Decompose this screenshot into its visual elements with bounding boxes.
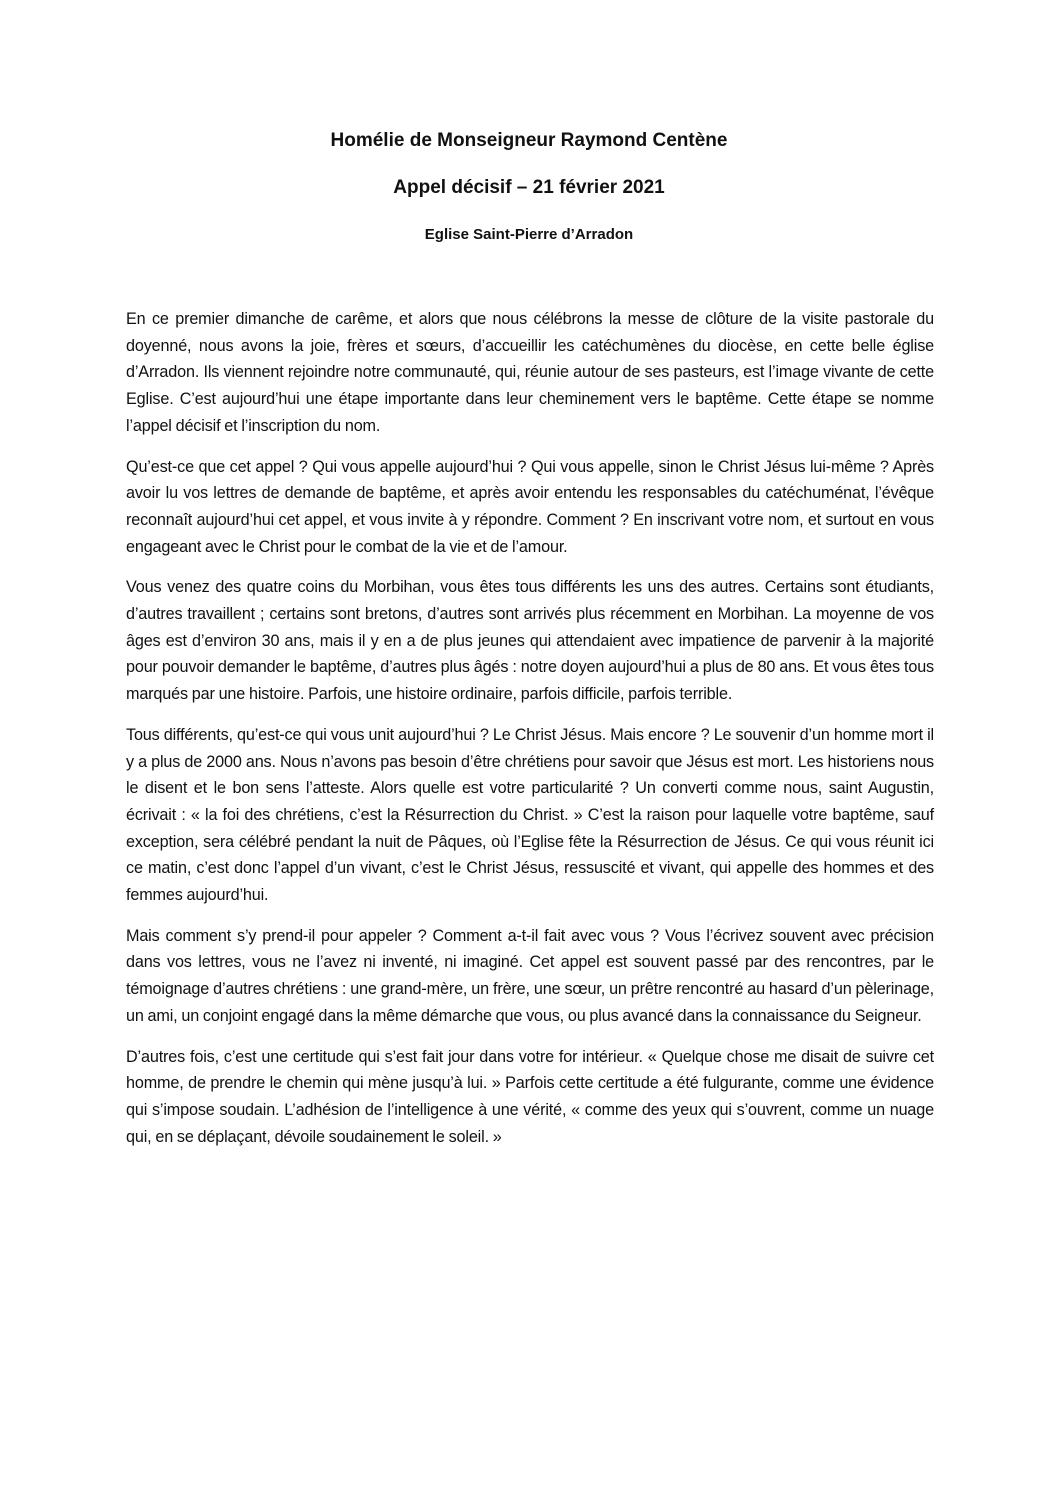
paragraph: Qu’est-ce que cet appel ? Qui vous appelle aujourd’hui ? Qui vous appelle, sinon le Christ Jésus lui-même ? Après avoir lu vos lettres de demande de baptême, et après avoir entendu les responsables du catéchuménat, l’évêque reconnaît aujourd’hui cet appel, et vous invite à y répondre. Comment ? En inscrivant votre nom, et surtout en vous engageant avec le Christ pour le combat de la vie et de l’amour. [126, 457, 934, 556]
paragraph: Tous différents, qu’est-ce qui vous unit aujourd’hui ? Le Christ Jésus. Mais encore ? Le souvenir d’un homme mort il y a plus de 2000 ans. Nous n’avons pas besoin d’être chrétiens pour savoir que Jésus est mort. Les historiens nous le disent et le bon sens l’atteste. Alors quelle est votre particularité ? Un converti comme nous, saint Augustin, écrivait : « la foi des chrétiens, c’est la Résurrection du Christ. » C’est la raison pour laquelle votre baptême, sauf exception, sera célébré pendant la nuit de Pâques, où l’Eglise fête la Résurrection de Jésus. Ce qui vous réunit ici ce matin, c’est donc l’appel d’un vivant, c’est le Christ Jésus, ressuscité et vivant, qui appelle des hommes et des femmes aujourd’hui. [126, 725, 934, 905]
homily-body [126, 306, 934, 1164]
document-title: Homélie de Monseigneur Raymond Centène [330, 130, 728, 151]
paragraph: En ce premier dimanche de carême, et alors que nous célébrons la messe de clôture de la visite pastorale du doyenné, nous avons la joie, frères et sœurs, d’accueillir les catéchumènes du diocèse, en cette belle église d’Arradon. Ils viennent rejoindre notre communauté, qui, réunie autour de ses pasteurs, est l’image vivante de cette Eglise. C’est aujourd’hui une étape importante dans leur cheminement vers le baptême. Cette étape se nomme l’appel décisif et l’inscription du nom. [126, 310, 934, 435]
paragraph: Mais comment s’y prend-il pour appeler ? Comment a-t-il fait avec vous ? Vous l’écrivez souvent avec précision dans vos lettres, vous ne l’avez ni inventé, ni imaginé. Cet appel est souvent passé par des rencontres, par le témoignage d’autres chrétiens : une grand-mère, un frère, une sœur, un prêtre rencontré au hasard d’un pèlerinage, un ami, un conjoint engagé dans la même démarche que vous, ou plus avancé dans la connaissance du Seigneur. [126, 926, 934, 1025]
paragraph: Vous venez des quatre coins du Morbihan, vous êtes tous différents les uns des autres. Certains sont étudiants, d’autres travaillent ; certains sont bretons, d’autres sont arrivés plus récemment en Morbihan. La moyenne de vos âges est d’environ 30 ans, mais il y en a de plus jeunes qui attendaient avec impatience de parvenir à la majorité pour pouvoir demander le baptême, d’autres plus âgés : notre doyen aujourd’hui a plus de 80 ans. Et vous êtes tous marqués par une histoire. Parfois, une histoire ordinaire, parfois difficile, parfois terrible. [126, 578, 934, 704]
paragraph: D’autres fois, c’est une certitude qui s’est fait jour dans votre for intérieur. « Quelque chose me disait de suivre cet homme, de prendre le chemin qui mène jusqu’à lui. » Parfois cette certitude a été fulgurante, comme une évidence qui s’impose soudain. L’adhésion de l’intelligence à une vérité, « comme des yeux qui s’ouvrent, comme un nuage qui, en se déplaçant, dévoile soudainement le soleil. » [126, 1047, 934, 1146]
document-location: Eglise Saint-Pierre d’Arradon [424, 226, 634, 243]
document-subtitle: Appel décisif – 21 février 2021 [393, 177, 665, 198]
